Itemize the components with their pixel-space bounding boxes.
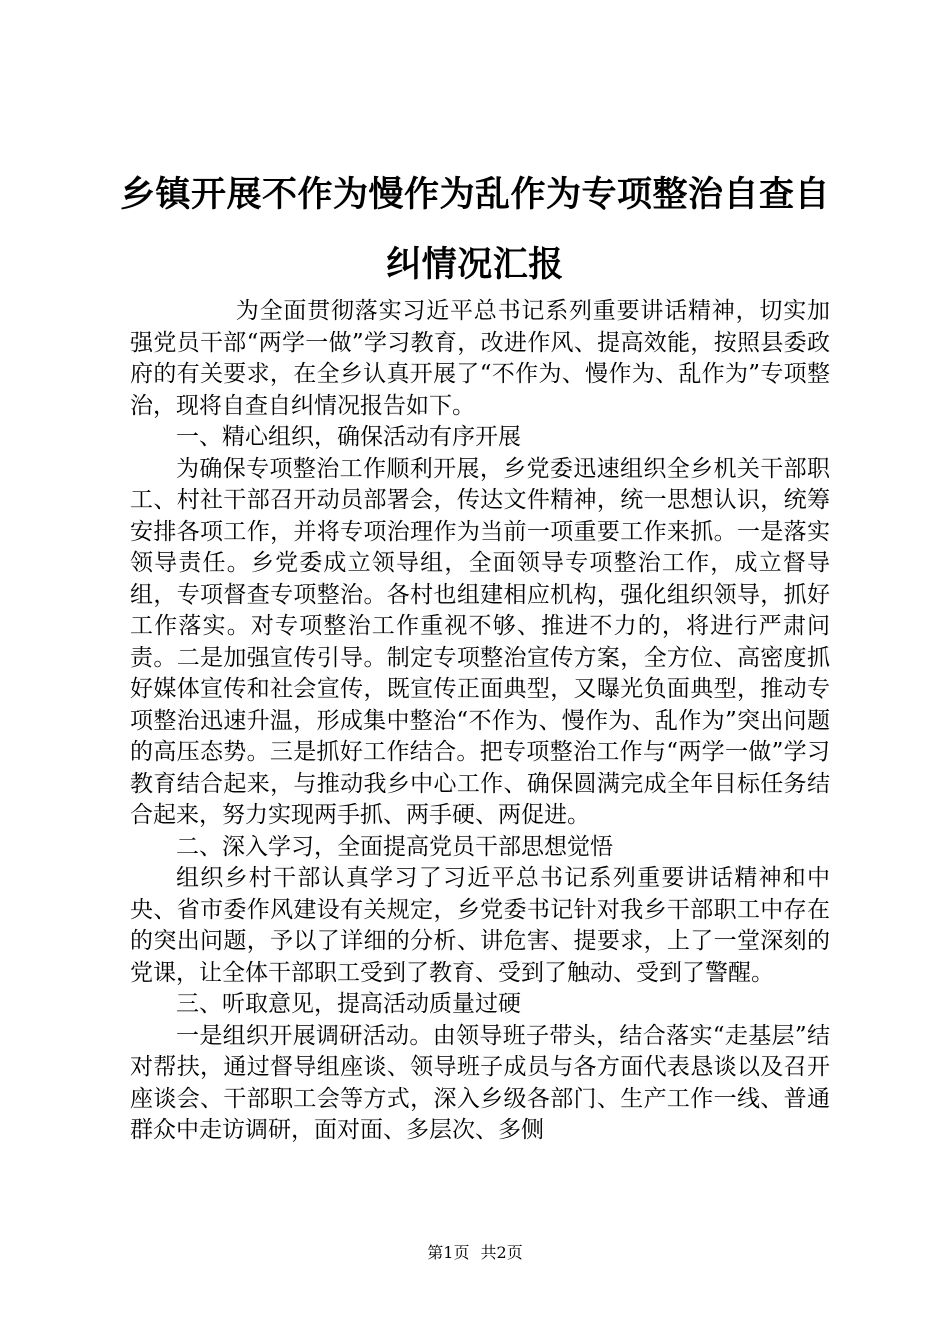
page-number: 第1页 <box>427 1243 470 1262</box>
intro-paragraph: 为全面贯彻落实习近平总书记系列重要讲话精神，切实加强党员干部“两学一做”学习教育，改进作风、提高效能，按照县委政府的有关要求，在全乡认真开展了“不作为、慢作为、乱作为”专项整治，现将自查自纠情况报告如下。 <box>130 298 830 419</box>
section-3-paragraph: 一是组织开展调研活动。由领导班子带头，结合落实“走基层”结对帮扶，通过督导组座谈、领导班子成员与各方面代表恳谈以及召开座谈会、干部职工会等方式，深入乡级各部门、生产工作一线、普通群众中走访调研，面对面、多层次、多侧 <box>130 1022 830 1143</box>
document-body <box>130 296 830 1147</box>
page-total: 共2页 <box>480 1243 523 1262</box>
page-footer <box>0 1243 950 1263</box>
section-heading-3: 三、听取意见，提高活动质量过硬 <box>176 991 521 1017</box>
document-title: 乡镇开展不作为慢作为乱作为专项整治自查自纠情况汇报 <box>120 175 831 285</box>
section-2-paragraph: 组织乡村干部认真学习了习近平总书记系列重要讲话精神和中央、省市委作风建设有关规定，乡党委书记针对我乡干部职工中存在的突出问题，予以了详细的分析、讲危害、提要求，上了一堂深刻的党课，让全体干部职工受到了教育、受到了触动、受到了警醒。 <box>130 865 830 986</box>
section-heading-2: 二、深入学习，全面提高党员干部思想觉悟 <box>176 833 613 860</box>
section-heading-1: 一、精心组织，确保活动有序开展 <box>176 424 521 450</box>
section-1-paragraph: 为确保专项整治工作顺利开展，乡党委迅速组织全乡机关干部职工、村社干部召开动员部署会，传达文件精神，统一思想认识，统筹安排各项工作，并将专项治理作为当前一项重要工作来抓。一是落实领导责任。乡党委成立领导组，全面领导专项整治工作，成立督导组，专项督查专项整治。各村也组建相应机构，强化组织领导，抓好工作落实。对专项整治工作重视不够、推进不力的，将进行严肃问责。二是加强宣传引导。制定专项整治宣传方案，全方位、高密度抓好媒体宣传和社会宣传，既宣传正面典型，又曝光负面典型，推动专项整治迅速升温，形成集中整治“不作为、慢作为、乱作为”突出问题的高压态势。三是抓好工作结合。把专项整治工作与“两学一做”学习教育结合起来，与推动我乡中心工作、确保圆满完成全年目标任务结合起来，努力实现两手抓、两手硬、两促进。 <box>130 455 830 828</box>
